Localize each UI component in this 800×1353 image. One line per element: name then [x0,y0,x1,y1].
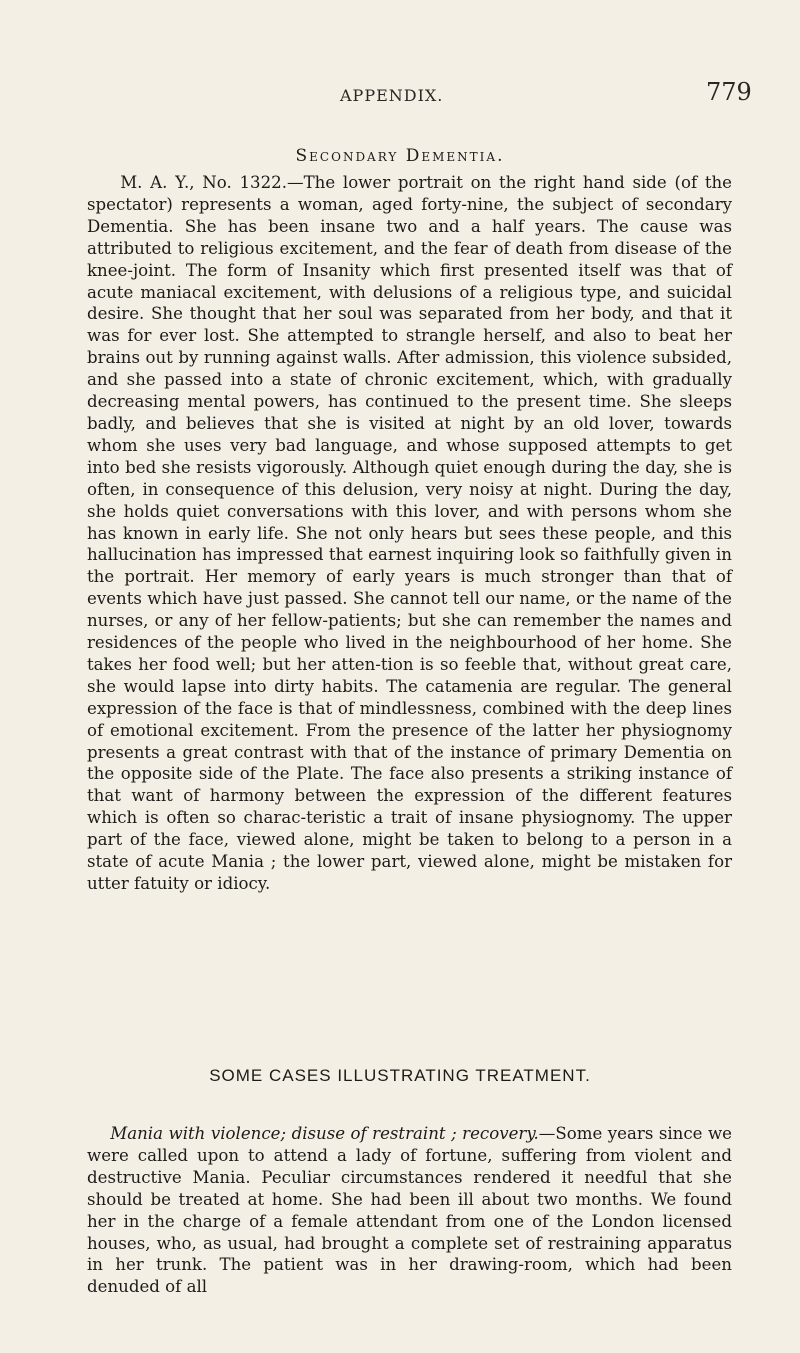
page-number: 779 [706,78,752,106]
paragraph-block [87,1123,732,1298]
paragraph-text: M. A. Y., No. 1322.—The lower portrait on the right hand side (of the spectator) represents a woman, aged forty-nine, the subject of secondary Dementia. She has been insane two and a half years. The cause was attributed to religious excitement, and the fear of death from disease of the knee-joint. The form of Insanity which first presented itself was that of acute maniacal excitement, with delusions of a religious type, and suicidal desire. She thought that her soul was separated from her body, and that it was for ever lost. She attempted to strangle herself, and also to beat her brains out by running against walls. After admission, this violence subsided, and she passed into a state of chronic excitement, which, with gradually decreasing mental powers, has continued to the present time. She sleeps badly, and believes that she is visited at night by an old lover, towards whom she uses very bad language, and whose supposed attempts to get into bed she resists vigorously. Although quiet enough during the day, she is often, in consequence of this delusion, very noisy at night. During the day, she holds quiet conversations with this lover, and with persons whom she has known in early life. She not only hears but sees these people, and this hallucination has impressed that earnest inquiring look so faithfully given in the portrait. Her memory of early years is much stronger than that of events which have just passed. She cannot tell our name, or the name of the nurses, or any of her fellow-patients; but she can remember the names and residences of the people who lived in the neighbourhood of her home. She takes her food well; but her atten-tion is so feeble that, without great care, she would lapse into dirty habits. The catamenia are regular. The general expression of the face is that of mindlessness, combined with the deep lines of emotional excitement. From the presence of the latter her physiognomy presents a great contrast with that of the instance of primary Dementia on the opposite side of the Plate. The face also presents a striking instance of that want of harmony between the expression of the different features which is often so charac-teristic a trait of insane physiognomy. The upper part of the face, viewed alone, might be taken to belong to a person in a state of acute Mania ; the lower part, viewed alone, might be mistaken for utter fatuity or idiocy. [87,173,732,893]
run-in-heading: Mania with violence; disuse of restraint ; recovery. [110,1124,539,1143]
case-paragraph-mania [87,1123,732,1298]
paragraph-text: —Some years since we were called upon to attend a lady of fortune, suffering from violent and destructive Mania. Peculiar circumstances rendered it needful that she should be treated at home. She had been ill about two months. We found her in the charge of a female attendant from one of the London licensed houses, who, as usual, had brought a complete set of restraining apparatus in her trunk. The patient was in her drawing-room, which had been denuded of all [87,1124,732,1297]
page-header [0,78,800,112]
section-title-treatment: SOME CASES ILLUSTRATING TREATMENT. [209,1066,591,1085]
case-paragraph-secondary-dementia [87,172,732,895]
running-head: APPENDIX. [340,86,444,105]
section-title-secondary-dementia: Secondary Dementia. [295,146,505,166]
